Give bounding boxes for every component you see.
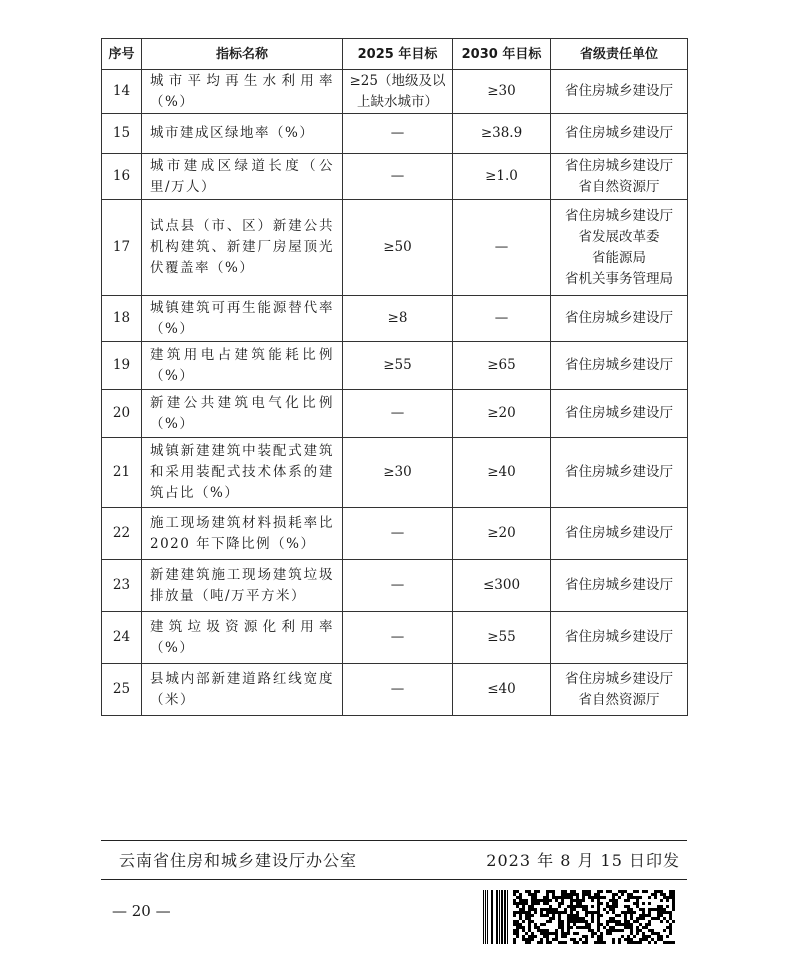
target-2030: ≥55 [453, 612, 551, 664]
indicator-name: 建筑垃圾资源化利用率（%） [142, 612, 343, 664]
indicator-name: 新建建筑施工现场建筑垃圾排放量（吨/万平方米） [142, 560, 343, 612]
footer-rule-bottom [101, 879, 687, 880]
table-row [102, 438, 688, 508]
responsible-unit: 省住房城乡建设厅 [565, 405, 673, 421]
row-number: 21 [102, 438, 142, 508]
table-row [102, 612, 688, 664]
indicator-table [101, 38, 688, 716]
responsible-unit: 省自然资源厅 [578, 691, 660, 708]
table-row [102, 200, 688, 296]
barcode-image [483, 890, 675, 944]
indicator-name: 新建公共建筑电气化比例（%） [142, 390, 343, 438]
responsible-unit: 省住房城乡建设厅 [565, 577, 673, 593]
responsible-unit-cell [551, 296, 688, 342]
row-number: 24 [102, 612, 142, 664]
target-2025: — [343, 560, 453, 612]
target-2025: ≥50 [343, 200, 453, 296]
row-number: 25 [102, 664, 142, 716]
indicator-name: 城镇建筑可再生能源替代率（%） [142, 296, 343, 342]
row-number: 18 [102, 296, 142, 342]
responsible-unit: 省住房城乡建设厅 [565, 207, 673, 224]
target-2030: ≤40 [453, 664, 551, 716]
row-number: 20 [102, 390, 142, 438]
indicator-name: 施工现场建筑材料损耗率比 2020 年下降比例（%） [142, 508, 343, 560]
responsible-unit-cell [551, 438, 688, 508]
table-row [102, 114, 688, 154]
responsible-unit: 省住房城乡建设厅 [565, 464, 673, 480]
target-2025: — [343, 508, 453, 560]
target-2030: ≤300 [453, 560, 551, 612]
table-header-row [102, 39, 688, 70]
indicator-name: 试点县（市、区）新建公共机构建筑、新建厂房屋顶光伏覆盖率（%） [142, 200, 343, 296]
responsible-unit-cell [551, 560, 688, 612]
row-number: 16 [102, 154, 142, 200]
header-target-2030: 2030 年目标 [453, 39, 551, 70]
header-target-2025: 2025 年目标 [343, 39, 453, 70]
indicator-name: 城镇新建建筑中装配式建筑和采用装配式技术体系的建筑占比（%） [142, 438, 343, 508]
responsible-unit-cell [551, 508, 688, 560]
responsible-unit: 省住房城乡建设厅 [565, 310, 673, 326]
target-2025: — [343, 154, 453, 200]
responsible-unit-cell [551, 70, 688, 114]
indicator-name: 城市建成区绿道长度（公里/万人） [142, 154, 343, 200]
header-number: 序号 [102, 39, 142, 70]
target-2025: ≥25（地级及以上缺水城市） [343, 70, 453, 114]
target-2030: ≥38.9 [453, 114, 551, 154]
indicator-name: 建筑用电占建筑能耗比例（%） [142, 342, 343, 390]
table-body [102, 70, 688, 716]
page-number: — 20 — [112, 902, 171, 920]
indicator-name: 城市建成区绿地率（%） [142, 114, 343, 154]
responsible-unit: 省自然资源厅 [578, 178, 660, 195]
responsible-unit: 省住房城乡建设厅 [565, 83, 673, 99]
responsible-unit: 省机关事务管理局 [565, 270, 673, 287]
row-number: 15 [102, 114, 142, 154]
responsible-unit: 省住房城乡建设厅 [565, 629, 673, 645]
row-number: 14 [102, 70, 142, 114]
responsible-unit-cell [551, 664, 688, 716]
target-2025: — [343, 114, 453, 154]
footer-date: 2023 年 8 月 15 日印发 [486, 851, 680, 870]
table-row [102, 342, 688, 390]
target-2030: — [453, 296, 551, 342]
target-2030: ≥65 [453, 342, 551, 390]
row-number: 23 [102, 560, 142, 612]
table-row [102, 70, 688, 114]
target-2025: ≥55 [343, 342, 453, 390]
responsible-unit-cell [551, 200, 688, 296]
responsible-unit-cell [551, 390, 688, 438]
table-row [102, 390, 688, 438]
target-2025: — [343, 664, 453, 716]
target-2030: ≥20 [453, 508, 551, 560]
footer-office: 云南省住房和城乡建设厅办公室 [119, 851, 358, 870]
row-number: 22 [102, 508, 142, 560]
header-indicator-name: 指标名称 [142, 39, 343, 70]
responsible-unit: 省住房城乡建设厅 [565, 670, 673, 687]
target-2025: — [343, 612, 453, 664]
table-row [102, 296, 688, 342]
target-2030: ≥30 [453, 70, 551, 114]
target-2030: ≥1.0 [453, 154, 551, 200]
responsible-unit: 省住房城乡建设厅 [565, 525, 673, 541]
responsible-unit-cell [551, 114, 688, 154]
target-2025: ≥8 [343, 296, 453, 342]
target-2025: — [343, 390, 453, 438]
indicator-name: 县城内部新建道路红线宽度（米） [142, 664, 343, 716]
responsible-unit: 省住房城乡建设厅 [565, 357, 673, 373]
row-number: 17 [102, 200, 142, 296]
target-2025: ≥30 [343, 438, 453, 508]
target-2030: ≥20 [453, 390, 551, 438]
responsible-unit-cell [551, 612, 688, 664]
table-row [102, 664, 688, 716]
target-2030: ≥40 [453, 438, 551, 508]
footer-rule-top [101, 840, 687, 841]
responsible-unit-cell [551, 154, 688, 200]
target-2030: — [453, 200, 551, 296]
responsible-unit-cell [551, 342, 688, 390]
header-responsible-unit: 省级责任单位 [551, 39, 688, 70]
table-row [102, 154, 688, 200]
table-row [102, 560, 688, 612]
responsible-unit: 省能源局 [592, 249, 646, 266]
responsible-unit: 省住房城乡建设厅 [565, 157, 673, 174]
responsible-unit: 省发展改革委 [578, 228, 660, 245]
indicator-name: 城市平均再生水利用率（%） [142, 70, 343, 114]
responsible-unit: 省住房城乡建设厅 [565, 125, 673, 141]
row-number: 19 [102, 342, 142, 390]
table-row [102, 508, 688, 560]
